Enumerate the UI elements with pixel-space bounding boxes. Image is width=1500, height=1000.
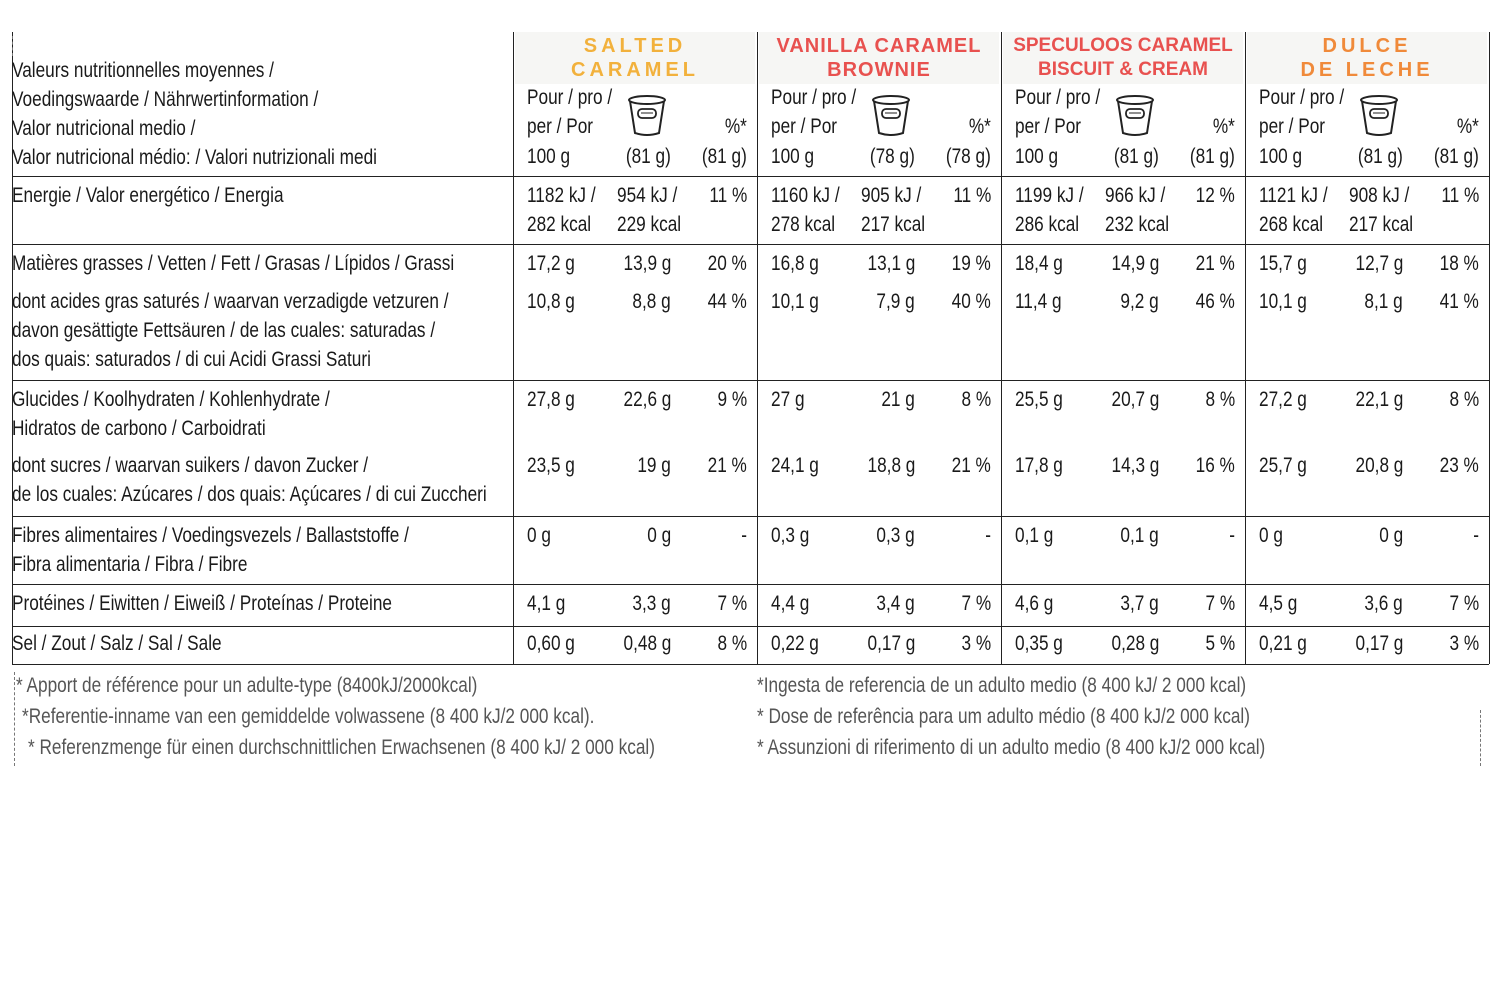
percent-portion-label: (81 g) — [702, 145, 747, 168]
portion-label: (78 g) — [870, 145, 915, 168]
row-divider — [12, 584, 1489, 585]
row-divider — [12, 664, 1489, 665]
value-portion: 905 kJ / — [861, 184, 922, 207]
footnote-left: * Apport de référence pour un adulte-type (8400kJ/2000kcal) — [16, 674, 478, 697]
value-percent: 8 % — [717, 632, 747, 655]
value-per100: 0,3 g — [771, 524, 810, 547]
value-portion: 217 kcal — [1349, 213, 1414, 236]
value-portion: 3,7 g — [1120, 592, 1159, 615]
per100-label: per / Por — [771, 115, 838, 138]
value-per100: 278 kcal — [771, 213, 836, 236]
value-per100: 24,1 g — [771, 454, 819, 477]
row-label: dont acides gras saturés / waarvan verzadigde vetzuren / — [12, 290, 449, 313]
row-divider — [12, 626, 1489, 627]
footnote-left: *Referentie-inname van een gemiddelde volwassene (8 400 kJ/2 000 kcal). — [22, 705, 595, 728]
value-percent: 16 % — [1195, 454, 1235, 477]
value-percent: 8 % — [1205, 388, 1235, 411]
row-label: Energie / Valor energético / Energia — [12, 184, 284, 207]
value-portion: 217 kcal — [861, 213, 926, 236]
percent-label: %* — [968, 115, 991, 138]
value-percent: 44 % — [707, 290, 747, 313]
value-per100: 27 g — [771, 388, 805, 411]
header-title-line: Valor nutricional medio / — [12, 117, 196, 140]
row-label: Fibres alimentaires / Voedingsvezels / Ballaststoffe / — [12, 524, 409, 547]
value-per100: 4,6 g — [1015, 592, 1054, 615]
value-percent: 20 % — [707, 252, 747, 275]
value-percent: - — [741, 524, 747, 547]
value-percent: 9 % — [717, 388, 747, 411]
value-per100: 11,4 g — [1015, 290, 1062, 313]
value-portion: 12,7 g — [1355, 252, 1403, 275]
header-title-line: Valeurs nutritionnelles moyennes / — [12, 59, 274, 82]
value-per100: 4,1 g — [527, 592, 566, 615]
row-divider — [12, 380, 1489, 381]
value-portion: 9,2 g — [1120, 290, 1159, 313]
value-portion: 229 kcal — [617, 213, 682, 236]
value-percent: 46 % — [1195, 290, 1235, 313]
value-portion: 232 kcal — [1105, 213, 1170, 236]
flavor-title — [1245, 32, 1489, 84]
yogurt-cup-icon — [1359, 95, 1399, 137]
row-label: Fibra alimentaria / Fibra / Fibre — [12, 553, 248, 576]
portion-label: (81 g) — [1358, 145, 1403, 168]
column-divider — [1489, 32, 1490, 664]
value-per100: 0,60 g — [527, 632, 575, 655]
yogurt-cup-icon — [1115, 95, 1155, 137]
per100-label: Pour / pro / — [1015, 86, 1101, 109]
value-portion: 21 g — [881, 388, 915, 411]
value-portion: 7,9 g — [876, 290, 915, 313]
value-percent: 21 % — [951, 454, 991, 477]
value-per100: 10,8 g — [527, 290, 575, 313]
yogurt-cup-icon — [871, 95, 911, 137]
value-percent: 3 % — [961, 632, 991, 655]
flavor-title-line1: DULCE — [1322, 35, 1412, 57]
flavor-title-line2: CARAMEL — [571, 59, 699, 81]
value-portion: 22,6 g — [623, 388, 671, 411]
row-divider — [12, 244, 1489, 245]
value-percent: 11 % — [709, 184, 747, 207]
value-per100: 4,5 g — [1259, 592, 1298, 615]
value-percent: 7 % — [717, 592, 747, 615]
value-per100: 16,8 g — [771, 252, 819, 275]
value-per100: 23,5 g — [527, 454, 575, 477]
row-label: Matières grasses / Vetten / Fett / Grasas / Lípidos / Grassi — [12, 252, 455, 275]
value-portion: 0,28 g — [1111, 632, 1159, 655]
flavor-title-line1: SALTED — [583, 35, 687, 57]
value-portion: 13,9 g — [623, 252, 671, 275]
value-percent: 7 % — [1449, 592, 1479, 615]
value-per100: 10,1 g — [771, 290, 819, 313]
value-per100: 4,4 g — [771, 592, 810, 615]
value-portion: 19 g — [637, 454, 671, 477]
percent-label: %* — [724, 115, 747, 138]
value-percent: 18 % — [1439, 252, 1479, 275]
value-per100: 286 kcal — [1015, 213, 1080, 236]
value-per100: 25,7 g — [1259, 454, 1307, 477]
percent-portion-label: (78 g) — [946, 145, 991, 168]
row-label: Glucides / Koolhydraten / Kohlenhydrate / — [12, 388, 330, 411]
per100-label: per / Por — [1015, 115, 1082, 138]
cut-mark — [12, 36, 13, 56]
value-per100: 15,7 g — [1259, 252, 1307, 275]
yogurt-cup-icon — [627, 95, 667, 137]
value-per100: 25,5 g — [1015, 388, 1063, 411]
column-divider — [513, 32, 514, 664]
value-per100: 17,8 g — [1015, 454, 1063, 477]
value-portion: 0,1 g — [1120, 524, 1159, 547]
value-per100: 27,2 g — [1259, 388, 1307, 411]
footnote-right: * Assunzioni di riferimento di un adulto medio (8 400 kJ/2 000 kcal) — [757, 736, 1266, 759]
value-per100: 1121 kJ / — [1259, 184, 1328, 207]
value-portion: 22,1 g — [1355, 388, 1403, 411]
per100-label: 100 g — [1015, 145, 1059, 168]
value-portion: 14,9 g — [1111, 252, 1159, 275]
value-per100: 0 g — [527, 524, 551, 547]
flavor-title — [1001, 32, 1245, 84]
value-percent: 7 % — [1205, 592, 1235, 615]
value-percent: - — [985, 524, 991, 547]
value-percent: 11 % — [1441, 184, 1479, 207]
value-portion: 0,48 g — [623, 632, 671, 655]
flavor-title — [757, 32, 1001, 84]
percent-portion-label: (81 g) — [1190, 145, 1235, 168]
flavor-title-line1: SPECULOOS CARAMEL — [1013, 35, 1233, 56]
value-percent: 11 % — [953, 184, 991, 207]
value-percent: 21 % — [707, 454, 747, 477]
column-divider — [1001, 32, 1002, 664]
percent-label: %* — [1212, 115, 1235, 138]
value-portion: 3,4 g — [876, 592, 915, 615]
row-divider — [12, 176, 1489, 177]
footnote-left: * Referenzmenge für einen durchschnittlichen Erwachsenen (8 400 kJ/ 2 000 kcal) — [28, 736, 655, 759]
value-per100: 0 g — [1259, 524, 1283, 547]
value-percent: 41 % — [1439, 290, 1479, 313]
value-portion: 8,8 g — [632, 290, 671, 313]
row-label: davon gesättigte Fettsäuren / de las cuales: saturadas / — [12, 319, 436, 342]
percent-portion-label: (81 g) — [1434, 145, 1479, 168]
value-portion: 0,17 g — [1355, 632, 1403, 655]
value-portion: 0 g — [647, 524, 671, 547]
value-percent: - — [1229, 524, 1235, 547]
column-divider — [1245, 32, 1246, 664]
value-percent: 3 % — [1449, 632, 1479, 655]
value-percent: - — [1473, 524, 1479, 547]
value-per100: 10,1 g — [1259, 290, 1307, 313]
value-portion: 14,3 g — [1111, 454, 1159, 477]
flavor-title-line2: DE LECHE — [1300, 59, 1434, 81]
value-portion: 954 kJ / — [617, 184, 678, 207]
per100-label: 100 g — [771, 145, 815, 168]
per100-label: per / Por — [1259, 115, 1326, 138]
value-per100: 0,35 g — [1015, 632, 1063, 655]
flavor-title — [513, 32, 757, 84]
value-percent: 7 % — [961, 592, 991, 615]
value-portion: 8,1 g — [1364, 290, 1403, 313]
row-label: Protéines / Eiwitten / Eiweiß / Proteínas / Proteine — [12, 592, 392, 615]
value-portion: 908 kJ / — [1349, 184, 1410, 207]
value-per100: 18,4 g — [1015, 252, 1063, 275]
value-per100: 0,1 g — [1015, 524, 1054, 547]
row-label: dont sucres / waarvan suikers / davon Zucker / — [12, 454, 369, 477]
value-per100: 268 kcal — [1259, 213, 1324, 236]
row-label: dos quais: saturados / di cui Acidi Grassi Saturi — [12, 348, 371, 371]
value-per100: 0,22 g — [771, 632, 819, 655]
cut-mark — [14, 672, 15, 766]
value-portion: 3,6 g — [1364, 592, 1403, 615]
value-percent: 40 % — [951, 290, 991, 313]
value-portion: 0,17 g — [867, 632, 915, 655]
per100-label: Pour / pro / — [771, 86, 857, 109]
per100-label: Pour / pro / — [527, 86, 613, 109]
value-percent: 21 % — [1195, 252, 1235, 275]
value-portion: 20,8 g — [1355, 454, 1403, 477]
value-portion: 966 kJ / — [1105, 184, 1166, 207]
flavor-title-line2: BISCUIT & CREAM — [1038, 59, 1208, 80]
value-percent: 5 % — [1205, 632, 1235, 655]
portion-label: (81 g) — [1114, 145, 1159, 168]
header-title-line: Voedingswaarde / Nährwertinformation / — [12, 88, 319, 111]
column-divider — [757, 32, 758, 664]
percent-label: %* — [1456, 115, 1479, 138]
row-label: de los cuales: Azúcares / dos quais: Açúcares / di cui Zuccheri — [12, 483, 487, 506]
cut-mark — [1480, 710, 1481, 766]
value-portion: 3,3 g — [632, 592, 671, 615]
footnote-right: * Dose de referência para um adulto médio (8 400 kJ/2 000 kcal) — [757, 705, 1250, 728]
value-percent: 23 % — [1439, 454, 1479, 477]
value-percent: 12 % — [1195, 184, 1235, 207]
value-portion: 13,1 g — [867, 252, 915, 275]
footnote-right: *Ingesta de referencia de un adulto medio (8 400 kJ/ 2 000 kcal) — [757, 674, 1247, 697]
value-per100: 1182 kJ / — [527, 184, 596, 207]
row-label: Sel / Zout / Salz / Sal / Sale — [12, 632, 222, 655]
value-per100: 17,2 g — [527, 252, 575, 275]
value-percent: 19 % — [951, 252, 991, 275]
value-per100: 0,21 g — [1259, 632, 1307, 655]
value-percent: 8 % — [1449, 388, 1479, 411]
value-portion: 0,3 g — [876, 524, 915, 547]
value-percent: 8 % — [961, 388, 991, 411]
per100-label: 100 g — [527, 145, 571, 168]
header-title-line: Valor nutricional médio: / Valori nutrizionali medi — [12, 146, 377, 169]
row-divider — [12, 516, 1489, 517]
flavor-title-line1: VANILLA CARAMEL — [776, 35, 982, 57]
portion-label: (81 g) — [626, 145, 671, 168]
value-per100: 282 kcal — [527, 213, 592, 236]
value-per100: 1199 kJ / — [1015, 184, 1084, 207]
row-label: Hidratos de carbono / Carboidrati — [12, 417, 266, 440]
value-portion: 20,7 g — [1111, 388, 1159, 411]
per100-label: Pour / pro / — [1259, 86, 1345, 109]
per100-label: 100 g — [1259, 145, 1303, 168]
value-portion: 0 g — [1379, 524, 1403, 547]
value-per100: 27,8 g — [527, 388, 575, 411]
flavor-title-line2: BROWNIE — [827, 59, 931, 81]
value-per100: 1160 kJ / — [771, 184, 840, 207]
per100-label: per / Por — [527, 115, 594, 138]
value-portion: 18,8 g — [867, 454, 915, 477]
